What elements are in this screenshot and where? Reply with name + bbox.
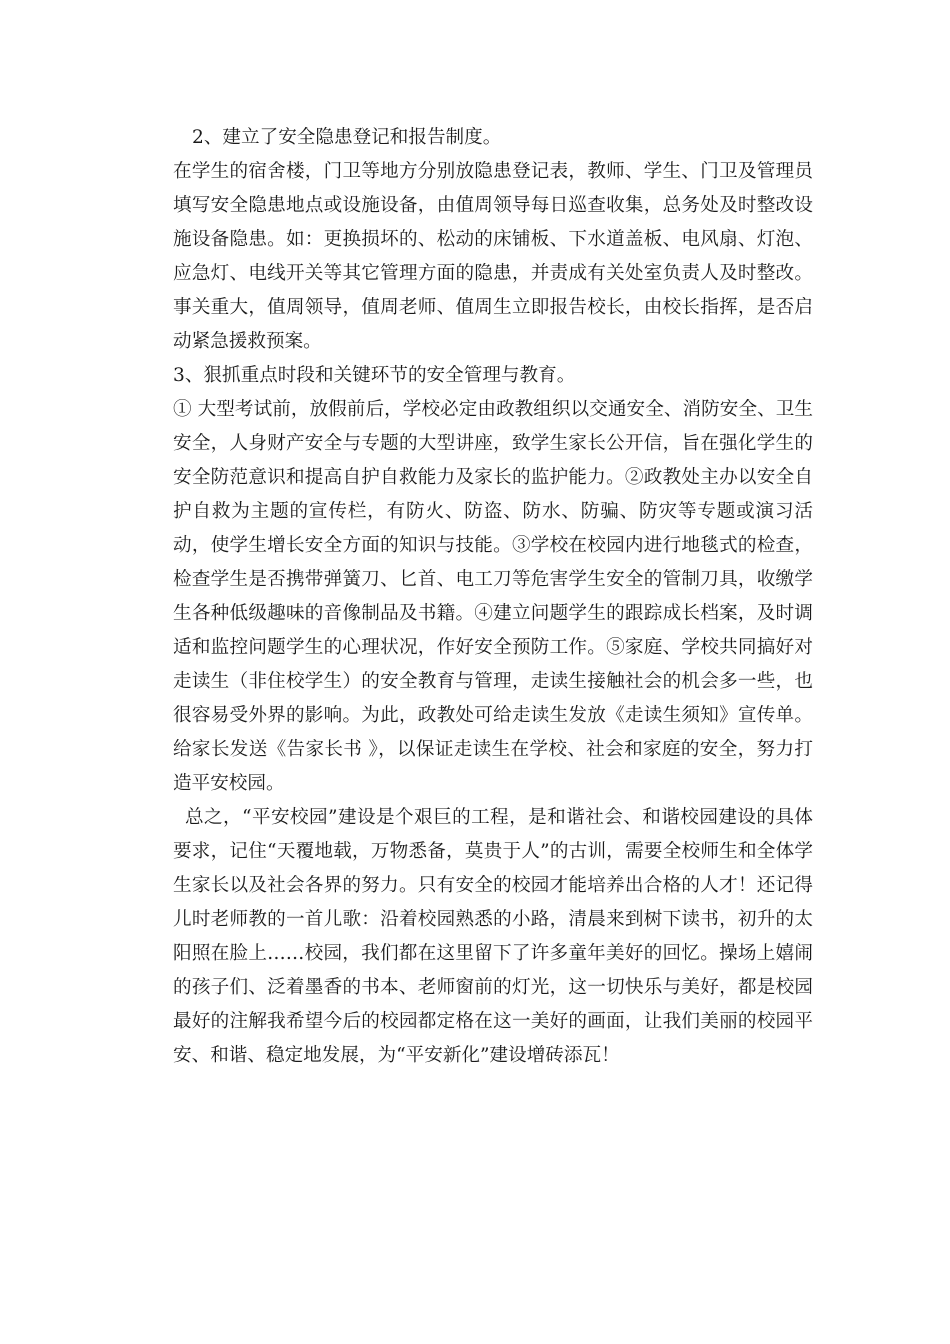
- section-3-body: ① 大型考试前，放假前后，学校必定由政教组织以交通安全、消防安全、卫生安全，人身财产安全与专题的大型讲座，致学生家长公开信，旨在强化学生的安全防范意识和提高自护自救能力及家长的监护能力。②政教处主办以安全自护自救为主题的宣传栏，有防火、防盗、防水、防骗、防灾等专题或演习活动，使学生增长安全方面的知识与技能。③学校在校园内进行地毯式的检查，检查学生是否携带弹簧刀、匕首、电工刀等危害学生安全的管制刀具，收缴学生各种低级趣味的音像制品及书籍。④建立问题学生的跟踪成长档案，及时调适和监控问题学生的心理状况，作好安全预防工作。⑤家庭、学校共同搞好对走读生（非住校学生）的安全教育与管理，走读生接触社会的机会多一些，也很容易受外界的影响。为此，政教处可给走读生发放《走读生须知》宣传单。给家长发送《告家长书 》，以保证走读生在学校、社会和家庭的安全，努力打造平安校园。: [173, 399, 813, 794]
- section-3-heading: 3、狠抓重点时段和关键环节的安全管理与教育。: [173, 365, 576, 386]
- section-2-body: 在学生的宿舍楼，门卫等地方分别放隐患登记表，教师、学生、门卫及管理员填写安全隐患地点或设施设备，由值周领导每日巡查收集，总务处及时整改设施设备隐患。如：更换损坏的、松动的床铺板、下水道盖板、电风扇、灯泡、应急灯、电线开关等其它管理方面的隐患，并责成有关处室负责人及时整改。事关重大，值周领导，值周老师、值周生立即报告校长，由校长指挥，是否启动紧急援救预案。: [173, 161, 813, 352]
- section-2-heading: 2、建立了安全隐患登记和报告制度。: [192, 127, 502, 148]
- document-body: [173, 121, 813, 1073]
- conclusion-paragraph: 总之，“平安校园”建设是个艰巨的工程，是和谐社会、和谐校园建设的具体要求，记住“天覆地载，万物悉备，莫贵于人”的古训，需要全校师生和全体学生家长以及社会各界的努力。只有安全的校园才能培养出合格的人才！还记得儿时老师教的一首儿歌：沿着校园熟悉的小路，清晨来到树下读书，初升的太阳照在脸上……校园，我们都在这里留下了许多童年美好的回忆。操场上嬉闹的孩子们、泛着墨香的书本、老师窗前的灯光，这一切快乐与美好，都是校园最好的注解我希望今后的校园都定格在这一美好的画面，让我们美丽的校园平安、和谐、稳定地发展，为“平安新化”建设增砖添瓦！: [173, 807, 813, 1066]
